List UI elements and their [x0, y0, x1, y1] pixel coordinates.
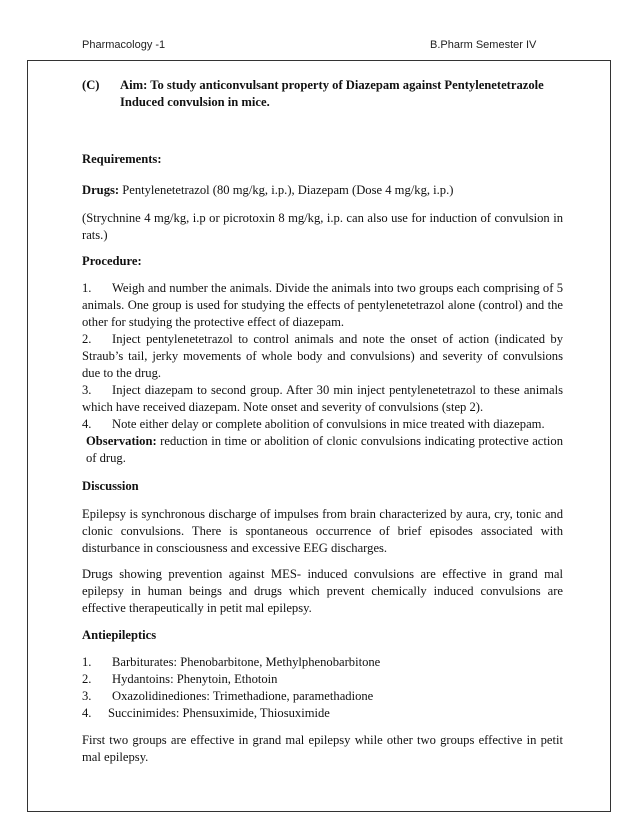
procedure-steps	[82, 280, 563, 433]
closing-paragraph: First two groups are effective in grand mal epilepsy while other two groups effective in petit mal epilepsy.	[82, 733, 563, 764]
list-item: 4. Succinimides: Phensuximide, Thiosuximide	[82, 706, 330, 720]
discussion-heading: Discussion	[82, 479, 139, 493]
aim-label: (C)	[82, 78, 100, 92]
discussion-paragraph-1: Epilepsy is synchronous discharge of impulses from brain characterized by aura, cry, tonic and clonic convulsions. There is spontaneous occurrence of brief episodes associated with disturbance in consciousness and excessive EEG discharges.	[82, 507, 563, 555]
aim-text: Aim: To study anticonvulsant property of Diazepam against Pentylenetetrazole Induced convulsion in mice.	[120, 78, 544, 109]
drugs-text: Pentylenetetrazol (80 mg/kg, i.p.), Diazepam (Dose 4 mg/kg, i.p.)	[119, 183, 454, 197]
alternate-drugs-note: (Strychnine 4 mg/kg, i.p or picrotoxin 8 mg/kg, i.p. can also use for induction of convulsion in rats.)	[82, 211, 563, 242]
list-item: 2. Hydantoins: Phenytoin, Ethotoin	[82, 672, 278, 686]
procedure-step: 4. Note either delay or complete abolition of convulsions in mice treated with diazepam.	[82, 417, 545, 431]
observation-text: reduction in time or abolition of clonic convulsions indicating protective action of drug.	[86, 434, 563, 465]
drugs-label: Drugs:	[82, 183, 120, 197]
drugs-line	[82, 182, 563, 199]
document-body	[82, 77, 563, 766]
list-item: 3. Oxazolidinediones: Trimethadione, paramethadione	[82, 689, 374, 703]
procedure-step: 2. Inject pentylenetetrazol to control animals and note the onset of action (indicated by Straub’s tail, jerky movements of whole body and convulsions) and severity of convulsions due to the drug.	[82, 332, 563, 380]
page-header	[82, 39, 558, 55]
observation	[82, 433, 563, 467]
antiepileptics-list	[82, 654, 563, 722]
observation-label: Observation:	[86, 434, 157, 448]
discussion-paragraph-2: Drugs showing prevention against MES- induced convulsions are effective in grand mal epilepsy in human beings and drugs which prevent chemically induced convulsions are effective therapeutically in petit mal epilepsy.	[82, 567, 563, 615]
procedure-heading: Procedure:	[82, 254, 142, 268]
header-semester: B.Pharm Semester IV	[430, 39, 537, 51]
antiepileptics-heading: Antiepileptics	[82, 628, 157, 642]
procedure-step: 1. Weigh and number the animals. Divide the animals into two groups each comprising of 5 animals. One group is used for studying the effects of pentylenetetrazol alone (control) and the other for studying the protective effect of diazepam.	[82, 281, 563, 329]
requirements-heading: Requirements:	[82, 152, 162, 166]
aim-heading	[82, 77, 563, 111]
procedure-step: 3. Inject diazepam to second group. After 30 min inject pentylenetetrazol to these animals which have received diazepam. Note onset and severity of convulsions (step 2).	[82, 383, 563, 414]
header-course: Pharmacology -1	[82, 39, 166, 51]
list-item: 1. Barbiturates: Phenobarbitone, Methylphenobarbitone	[82, 655, 381, 669]
